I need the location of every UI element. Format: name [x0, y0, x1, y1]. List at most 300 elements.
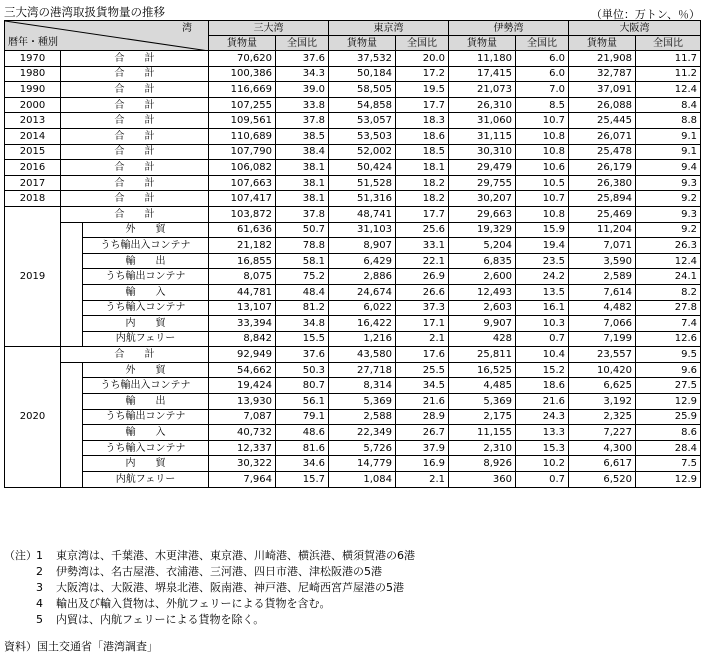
value-cell: 12,493 — [449, 284, 516, 300]
value-cell: 7,071 — [569, 238, 636, 254]
sub-header: 全国比 — [516, 36, 569, 51]
value-cell: 1,216 — [329, 331, 396, 347]
value-cell: 78.8 — [276, 238, 329, 254]
value-cell: 24.2 — [516, 269, 569, 285]
value-cell: 21.6 — [516, 394, 569, 410]
value-cell: 9,907 — [449, 316, 516, 332]
bay-header: 東京湾 — [329, 21, 449, 36]
value-cell: 106,082 — [209, 160, 276, 176]
value-cell: 33.8 — [276, 97, 329, 113]
note-text: 内貿は、内航フェリーによる貨物を除く。 — [56, 613, 265, 626]
value-cell: 26,179 — [569, 160, 636, 176]
value-cell: 6,520 — [569, 472, 636, 488]
row-label: 合 計 — [61, 206, 209, 222]
value-cell: 26,310 — [449, 97, 516, 113]
bay-header: 大阪湾 — [569, 21, 701, 36]
value-cell: 11,155 — [449, 425, 516, 441]
table-row — [5, 175, 701, 191]
value-cell: 24,674 — [329, 284, 396, 300]
row-label: 合 計 — [61, 128, 209, 144]
value-cell: 100,386 — [209, 66, 276, 82]
sub-header: 全国比 — [636, 36, 701, 51]
row-label: 輸 出 — [83, 394, 209, 410]
row-label: うち輸出コンテナ — [83, 409, 209, 425]
value-cell: 39.0 — [276, 82, 329, 98]
sub-header: 貨物量 — [449, 36, 516, 51]
note-line — [4, 548, 415, 564]
value-cell: 27.5 — [636, 378, 701, 394]
value-cell: 34.6 — [276, 456, 329, 472]
note-number: 1 — [36, 549, 43, 562]
note-line — [4, 612, 415, 628]
value-cell: 40,732 — [209, 425, 276, 441]
row-label: 輸 出 — [83, 253, 209, 269]
year-cell: 2017 — [5, 175, 61, 191]
note-line — [4, 596, 415, 612]
notes — [4, 548, 415, 628]
value-cell: 15.5 — [276, 331, 329, 347]
value-cell: 25.6 — [396, 222, 449, 238]
value-cell: 0.7 — [516, 331, 569, 347]
value-cell: 37,532 — [329, 51, 396, 67]
value-cell: 11,204 — [569, 222, 636, 238]
value-cell: 8.8 — [636, 113, 701, 129]
value-cell: 70,620 — [209, 51, 276, 67]
value-cell: 6,625 — [569, 378, 636, 394]
value-cell: 23,557 — [569, 347, 636, 363]
table-row — [5, 269, 701, 285]
row-label: 内 貿 — [83, 456, 209, 472]
value-cell: 11.7 — [636, 51, 701, 67]
value-cell: 21.6 — [396, 394, 449, 410]
value-cell: 44,781 — [209, 284, 276, 300]
value-cell: 75.2 — [276, 269, 329, 285]
row-label: うち輸出入コンテナ — [83, 238, 209, 254]
value-cell: 3,590 — [569, 253, 636, 269]
value-cell: 92,949 — [209, 347, 276, 363]
value-cell: 7,964 — [209, 472, 276, 488]
row-label: 合 計 — [61, 347, 209, 363]
value-cell: 6,835 — [449, 253, 516, 269]
value-cell: 18.3 — [396, 113, 449, 129]
value-cell: 25.9 — [636, 409, 701, 425]
value-cell: 2,325 — [569, 409, 636, 425]
row-label: 合 計 — [61, 144, 209, 160]
corner-cell — [5, 21, 209, 51]
value-cell: 37.8 — [276, 206, 329, 222]
value-cell: 7,087 — [209, 409, 276, 425]
value-cell: 107,417 — [209, 191, 276, 207]
value-cell: 53,503 — [329, 128, 396, 144]
value-cell: 18.5 — [396, 144, 449, 160]
value-cell: 38.5 — [276, 128, 329, 144]
row-label: うち輸入コンテナ — [83, 440, 209, 456]
value-cell: 37.6 — [276, 51, 329, 67]
value-cell: 5,204 — [449, 238, 516, 254]
value-cell: 61,636 — [209, 222, 276, 238]
value-cell: 360 — [449, 472, 516, 488]
value-cell: 31,060 — [449, 113, 516, 129]
value-cell: 37.9 — [396, 440, 449, 456]
value-cell: 30,322 — [209, 456, 276, 472]
value-cell: 53,057 — [329, 113, 396, 129]
note-text: 輸出及び輸入貨物は、外航フェリーによる貨物を含む。 — [56, 597, 331, 610]
year-cell: 2015 — [5, 144, 61, 160]
value-cell: 9.3 — [636, 206, 701, 222]
value-cell: 13,107 — [209, 300, 276, 316]
source-note: 資料）国土交通省「港湾調査」 — [4, 640, 158, 653]
year-cell: 1980 — [5, 66, 61, 82]
value-cell: 2,603 — [449, 300, 516, 316]
table-row — [5, 222, 701, 238]
value-cell: 26,380 — [569, 175, 636, 191]
value-cell: 37.6 — [276, 347, 329, 363]
value-cell: 48.6 — [276, 425, 329, 441]
corner-bottom-label: 暦年・種別 — [8, 37, 58, 48]
value-cell: 22.1 — [396, 253, 449, 269]
value-cell: 10,420 — [569, 362, 636, 378]
value-cell: 4,482 — [569, 300, 636, 316]
value-cell: 48,741 — [329, 206, 396, 222]
year-cell: 2016 — [5, 160, 61, 176]
value-cell: 2.1 — [396, 331, 449, 347]
value-cell: 12.9 — [636, 472, 701, 488]
value-cell: 107,663 — [209, 175, 276, 191]
value-cell: 29,663 — [449, 206, 516, 222]
value-cell: 30,310 — [449, 144, 516, 160]
value-cell: 17,415 — [449, 66, 516, 82]
row-label: 合 計 — [61, 66, 209, 82]
row-label: 合 計 — [61, 82, 209, 98]
value-cell: 107,255 — [209, 97, 276, 113]
table-row — [5, 238, 701, 254]
value-cell: 10.2 — [516, 456, 569, 472]
row-label: うち輸入コンテナ — [83, 300, 209, 316]
year-cell: 2013 — [5, 113, 61, 129]
table-row — [5, 66, 701, 82]
value-cell: 25,811 — [449, 347, 516, 363]
value-cell: 16.1 — [516, 300, 569, 316]
value-cell: 2,600 — [449, 269, 516, 285]
value-cell: 33,394 — [209, 316, 276, 332]
row-label: 外 貿 — [83, 222, 209, 238]
value-cell: 48.4 — [276, 284, 329, 300]
value-cell: 10.7 — [516, 191, 569, 207]
value-cell: 14,779 — [329, 456, 396, 472]
table-row — [5, 440, 701, 456]
value-cell: 428 — [449, 331, 516, 347]
value-cell: 4,485 — [449, 378, 516, 394]
unit-label: （単位：万トン、％） — [590, 8, 700, 21]
value-cell: 1,084 — [329, 472, 396, 488]
value-cell: 9.3 — [636, 175, 701, 191]
value-cell: 6,022 — [329, 300, 396, 316]
value-cell: 33.1 — [396, 238, 449, 254]
value-cell: 11,180 — [449, 51, 516, 67]
value-cell: 16.9 — [396, 456, 449, 472]
value-cell: 32,787 — [569, 66, 636, 82]
value-cell: 10.8 — [516, 128, 569, 144]
value-cell: 7.5 — [636, 456, 701, 472]
value-cell: 28.4 — [636, 440, 701, 456]
value-cell: 2,588 — [329, 409, 396, 425]
value-cell: 13,930 — [209, 394, 276, 410]
value-cell: 12.4 — [636, 253, 701, 269]
value-cell: 38.1 — [276, 191, 329, 207]
value-cell: 28.9 — [396, 409, 449, 425]
value-cell: 43,580 — [329, 347, 396, 363]
value-cell: 26,088 — [569, 97, 636, 113]
value-cell: 107,790 — [209, 144, 276, 160]
indent-cell — [61, 362, 83, 487]
value-cell: 25,445 — [569, 113, 636, 129]
value-cell: 8,075 — [209, 269, 276, 285]
note-number: 3 — [36, 581, 43, 594]
value-cell: 2,175 — [449, 409, 516, 425]
value-cell: 9.4 — [636, 160, 701, 176]
value-cell: 19,329 — [449, 222, 516, 238]
table-row — [5, 316, 701, 332]
value-cell: 8.4 — [636, 97, 701, 113]
table-row — [5, 113, 701, 129]
value-cell: 6,617 — [569, 456, 636, 472]
value-cell: 25,469 — [569, 206, 636, 222]
value-cell: 12.9 — [636, 394, 701, 410]
value-cell: 12.6 — [636, 331, 701, 347]
value-cell: 7.4 — [636, 316, 701, 332]
value-cell: 20.0 — [396, 51, 449, 67]
table-row — [5, 362, 701, 378]
value-cell: 9.2 — [636, 191, 701, 207]
value-cell: 16,525 — [449, 362, 516, 378]
table-title: 三大湾の港湾取扱貨物量の推移 — [4, 5, 165, 19]
value-cell: 17.2 — [396, 66, 449, 82]
value-cell: 50.3 — [276, 362, 329, 378]
note-line — [4, 580, 415, 596]
value-cell: 5,369 — [329, 394, 396, 410]
year-cell: 2019 — [5, 206, 61, 346]
value-cell: 18.6 — [396, 128, 449, 144]
row-label: 合 計 — [61, 97, 209, 113]
value-cell: 13.3 — [516, 425, 569, 441]
value-cell: 37.8 — [276, 113, 329, 129]
year-cell: 2020 — [5, 347, 61, 487]
value-cell: 2,310 — [449, 440, 516, 456]
value-cell: 38.4 — [276, 144, 329, 160]
sub-header: 全国比 — [396, 36, 449, 51]
value-cell: 58,505 — [329, 82, 396, 98]
value-cell: 7,199 — [569, 331, 636, 347]
table-row — [5, 347, 701, 363]
sub-header: 貨物量 — [569, 36, 636, 51]
value-cell: 17.1 — [396, 316, 449, 332]
value-cell: 34.5 — [396, 378, 449, 394]
row-label: 合 計 — [61, 175, 209, 191]
value-cell: 10.6 — [516, 160, 569, 176]
value-cell: 37,091 — [569, 82, 636, 98]
value-cell: 56.1 — [276, 394, 329, 410]
value-cell: 9.2 — [636, 222, 701, 238]
note-text: 大阪湾は、大阪港、堺泉北港、阪南港、神戸港、尼崎西宮芦屋港の5港 — [56, 581, 404, 594]
value-cell: 26.3 — [636, 238, 701, 254]
note-text: 東京湾は、千葉港、木更津港、東京港、川崎港、横浜港、横須賀港の6港 — [56, 549, 415, 562]
value-cell: 116,669 — [209, 82, 276, 98]
value-cell: 4,300 — [569, 440, 636, 456]
cargo-table — [4, 20, 701, 488]
value-cell: 34.3 — [276, 66, 329, 82]
value-cell: 27,718 — [329, 362, 396, 378]
table-row — [5, 128, 701, 144]
value-cell: 5,369 — [449, 394, 516, 410]
value-cell: 26.6 — [396, 284, 449, 300]
value-cell: 7,066 — [569, 316, 636, 332]
table-row — [5, 253, 701, 269]
table-row — [5, 82, 701, 98]
value-cell: 8.5 — [516, 97, 569, 113]
row-label: 輸 入 — [83, 284, 209, 300]
value-cell: 10.8 — [516, 144, 569, 160]
value-cell: 15.2 — [516, 362, 569, 378]
sub-header: 貨物量 — [209, 36, 276, 51]
value-cell: 18.2 — [396, 175, 449, 191]
year-cell: 2018 — [5, 191, 61, 207]
value-cell: 51,528 — [329, 175, 396, 191]
value-cell: 8,842 — [209, 331, 276, 347]
value-cell: 21,073 — [449, 82, 516, 98]
table-row — [5, 51, 701, 67]
value-cell: 6.0 — [516, 66, 569, 82]
table-row — [5, 191, 701, 207]
value-cell: 8,907 — [329, 238, 396, 254]
value-cell: 50,184 — [329, 66, 396, 82]
value-cell: 17.7 — [396, 97, 449, 113]
value-cell: 10.4 — [516, 347, 569, 363]
table-row — [5, 425, 701, 441]
value-cell: 7,614 — [569, 284, 636, 300]
value-cell: 7,227 — [569, 425, 636, 441]
value-cell: 8,314 — [329, 378, 396, 394]
value-cell: 58.1 — [276, 253, 329, 269]
value-cell: 6.0 — [516, 51, 569, 67]
value-cell: 0.7 — [516, 472, 569, 488]
note-number: 4 — [36, 597, 43, 610]
value-cell: 34.8 — [276, 316, 329, 332]
value-cell: 25,894 — [569, 191, 636, 207]
value-cell: 23.5 — [516, 253, 569, 269]
value-cell: 2,589 — [569, 269, 636, 285]
notes-head: （注） — [4, 549, 37, 562]
indent-cell — [61, 222, 83, 347]
bay-header: 三大湾 — [209, 21, 329, 36]
table-row — [5, 331, 701, 347]
value-cell: 16,422 — [329, 316, 396, 332]
value-cell: 26,071 — [569, 128, 636, 144]
value-cell: 9.6 — [636, 362, 701, 378]
table-row — [5, 284, 701, 300]
table-row — [5, 394, 701, 410]
table-row — [5, 160, 701, 176]
value-cell: 5,726 — [329, 440, 396, 456]
value-cell: 80.7 — [276, 378, 329, 394]
year-cell: 1990 — [5, 82, 61, 98]
value-cell: 110,689 — [209, 128, 276, 144]
value-cell: 9.1 — [636, 144, 701, 160]
note-number: 5 — [36, 613, 43, 626]
value-cell: 19,424 — [209, 378, 276, 394]
bay-header: 伊勢湾 — [449, 21, 569, 36]
value-cell: 29,479 — [449, 160, 516, 176]
value-cell: 51,316 — [329, 191, 396, 207]
value-cell: 10.5 — [516, 175, 569, 191]
value-cell: 81.6 — [276, 440, 329, 456]
value-cell: 17.6 — [396, 347, 449, 363]
value-cell: 19.5 — [396, 82, 449, 98]
year-cell: 2014 — [5, 128, 61, 144]
value-cell: 18.2 — [396, 191, 449, 207]
value-cell: 30,207 — [449, 191, 516, 207]
value-cell: 19.4 — [516, 238, 569, 254]
table-row — [5, 378, 701, 394]
row-label: うち輸出入コンテナ — [83, 378, 209, 394]
value-cell: 26.9 — [396, 269, 449, 285]
value-cell: 24.3 — [516, 409, 569, 425]
note-line — [4, 564, 415, 580]
table-row — [5, 300, 701, 316]
value-cell: 54,662 — [209, 362, 276, 378]
value-cell: 21,182 — [209, 238, 276, 254]
value-cell: 24.1 — [636, 269, 701, 285]
value-cell: 9.5 — [636, 347, 701, 363]
value-cell: 18.6 — [516, 378, 569, 394]
value-cell: 13.5 — [516, 284, 569, 300]
row-label: 合 計 — [61, 113, 209, 129]
table-row — [5, 206, 701, 222]
value-cell: 38.1 — [276, 175, 329, 191]
note-number: 2 — [36, 565, 43, 578]
table-row — [5, 472, 701, 488]
value-cell: 2.1 — [396, 472, 449, 488]
value-cell: 8.2 — [636, 284, 701, 300]
value-cell: 81.2 — [276, 300, 329, 316]
table-row — [5, 456, 701, 472]
value-cell: 9.1 — [636, 128, 701, 144]
value-cell: 15.3 — [516, 440, 569, 456]
value-cell: 16,855 — [209, 253, 276, 269]
row-label: 内航フェリー — [83, 331, 209, 347]
value-cell: 18.1 — [396, 160, 449, 176]
value-cell: 54,858 — [329, 97, 396, 113]
value-cell: 6,429 — [329, 253, 396, 269]
value-cell: 2,886 — [329, 269, 396, 285]
table-row — [5, 97, 701, 113]
sub-header: 全国比 — [276, 36, 329, 51]
row-label: 内 貿 — [83, 316, 209, 332]
value-cell: 27.8 — [636, 300, 701, 316]
value-cell: 25.5 — [396, 362, 449, 378]
row-label: 合 計 — [61, 51, 209, 67]
value-cell: 10.3 — [516, 316, 569, 332]
value-cell: 50,424 — [329, 160, 396, 176]
value-cell: 11.2 — [636, 66, 701, 82]
value-cell: 50.7 — [276, 222, 329, 238]
row-label: 外 貿 — [83, 362, 209, 378]
value-cell: 31,115 — [449, 128, 516, 144]
row-label: 輸 入 — [83, 425, 209, 441]
value-cell: 25,478 — [569, 144, 636, 160]
value-cell: 109,561 — [209, 113, 276, 129]
value-cell: 29,755 — [449, 175, 516, 191]
value-cell: 8.6 — [636, 425, 701, 441]
